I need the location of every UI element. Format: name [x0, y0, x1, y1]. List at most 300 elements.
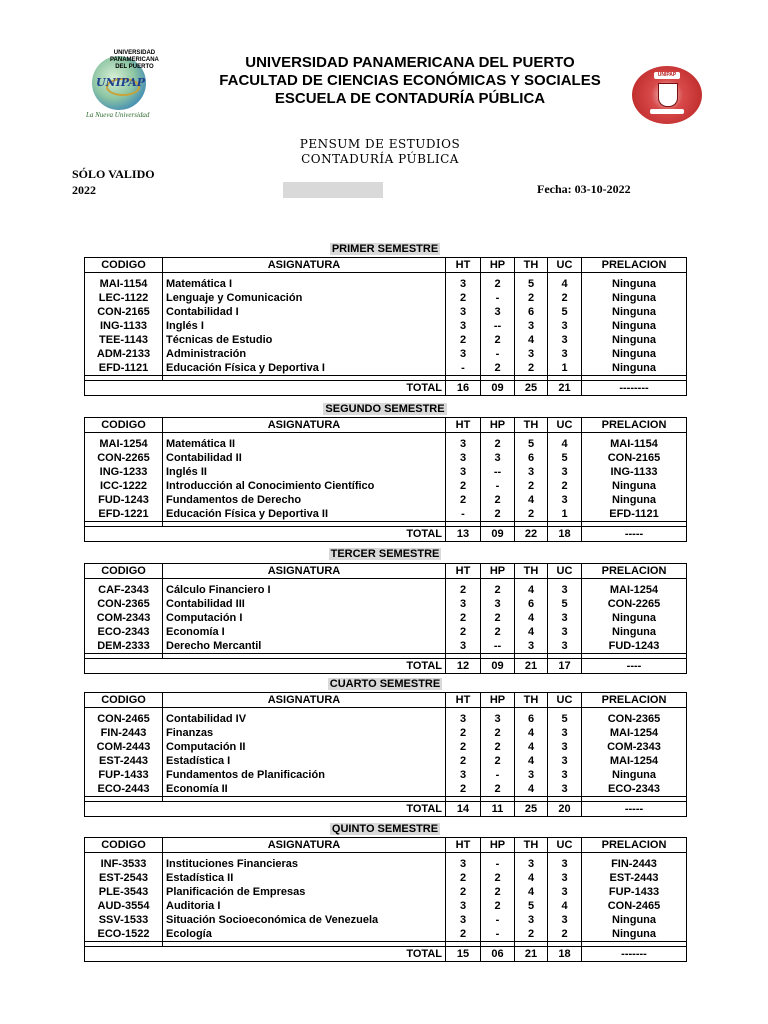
table-cell: EFD-1121: [85, 361, 163, 376]
table-cell: Ninguna: [582, 479, 687, 493]
table-cell: 3: [548, 768, 582, 782]
table-cell: 1: [548, 361, 582, 376]
table-cell: 3: [446, 305, 481, 319]
table-cell: Ninguna: [582, 361, 687, 376]
table-cell: -: [481, 291, 515, 305]
university-name: UNIVERSIDAD PANAMERICANA DEL PUERTO: [245, 54, 575, 71]
table-cell: Ninguna: [582, 347, 687, 361]
column-header: TH: [515, 838, 548, 853]
table-cell: 3: [481, 712, 515, 726]
table-cell: 3: [446, 465, 481, 479]
table-cell: Técnicas de Estudio: [163, 333, 446, 347]
column-header: HT: [446, 258, 481, 273]
table-cell: MAI-1254: [85, 437, 163, 451]
table-cell: 3: [548, 857, 582, 871]
semester-title: [84, 678, 686, 691]
table-cell: MAI-1154: [85, 277, 163, 291]
table-cell: 4: [515, 740, 548, 754]
table-cell: Auditoria I: [163, 899, 446, 913]
table-cell: FIN-2443: [85, 726, 163, 740]
semester-title-text: TERCER SEMESTRE: [330, 548, 440, 560]
table-cell: CON-2265: [85, 451, 163, 465]
total-label: TOTAL: [85, 381, 446, 396]
table-cell: -: [481, 768, 515, 782]
column-header: HP: [481, 418, 515, 433]
table-cell: 3: [548, 913, 582, 927]
table-cell: ECO-2443: [85, 782, 163, 797]
table-cell: 2: [548, 291, 582, 305]
table-cell: 2: [446, 885, 481, 899]
table-cell: Estadística II: [163, 871, 446, 885]
table-cell: SSV-1533: [85, 913, 163, 927]
table-cell: 4: [515, 871, 548, 885]
pensum-title-line-1: PENSUM DE ESTUDIOS: [299, 137, 461, 151]
total-cell: 09: [481, 381, 515, 396]
column-header: PRELACION: [582, 838, 687, 853]
table-cell: -: [481, 857, 515, 871]
university-logo-left: [86, 50, 166, 122]
table-row: [85, 857, 687, 871]
table-cell: MAI-1254: [582, 583, 687, 597]
table-cell: 2: [446, 927, 481, 942]
table-cell: TEE-1143: [85, 333, 163, 347]
column-header: PRELACION: [582, 258, 687, 273]
column-header: HT: [446, 838, 481, 853]
column-header: UC: [548, 258, 582, 273]
table-cell: 4: [515, 625, 548, 639]
column-header: HT: [446, 564, 481, 579]
column-header: ASIGNATURA: [163, 838, 446, 853]
table-cell: 2: [481, 740, 515, 754]
table-row: [85, 291, 687, 305]
table-cell: --: [481, 319, 515, 333]
table-cell: -: [446, 361, 481, 376]
university-seal-right: [632, 66, 702, 124]
table-cell: 3: [548, 319, 582, 333]
table-cell: 2: [446, 611, 481, 625]
redacted-field: [283, 182, 383, 198]
table-cell: -: [481, 347, 515, 361]
total-row: [85, 947, 687, 962]
document-date: Fecha: 03-10-2022: [537, 182, 631, 196]
table-cell: Contabilidad I: [163, 305, 446, 319]
total-cell: 25: [515, 381, 548, 396]
table-cell: 3: [515, 319, 548, 333]
total-cell: 15: [446, 947, 481, 962]
table-cell: 2: [515, 507, 548, 522]
shield-icon: [658, 83, 678, 107]
table-cell: 2: [446, 625, 481, 639]
table-cell: 2: [481, 726, 515, 740]
total-cell: 11: [481, 802, 515, 817]
table-cell: FIN-2443: [582, 857, 687, 871]
total-row: [85, 802, 687, 817]
seal-base-icon: [650, 109, 684, 114]
table-cell: 2: [481, 493, 515, 507]
table-cell: 3: [515, 913, 548, 927]
table-header-row: [85, 418, 687, 433]
table-cell: Lenguaje y Comunicación: [163, 291, 446, 305]
table-cell: 3: [515, 639, 548, 654]
column-header: HT: [446, 418, 481, 433]
semester-table: [84, 417, 687, 542]
table-cell: 3: [515, 347, 548, 361]
table-cell: 6: [515, 712, 548, 726]
table-cell: 2: [515, 927, 548, 942]
table-cell: 3: [548, 885, 582, 899]
semester-title: [84, 403, 686, 416]
semester-title-text: PRIMER SEMESTRE: [331, 243, 439, 255]
validity-note: [72, 166, 155, 198]
table-cell: Matemática I: [163, 277, 446, 291]
total-cell: 14: [446, 802, 481, 817]
table-cell: AUD-3554: [85, 899, 163, 913]
logo-word: UNIPAP: [96, 76, 146, 89]
table-cell: Ninguna: [582, 291, 687, 305]
total-cell: 20: [548, 802, 582, 817]
table-cell: 3: [548, 740, 582, 754]
table-cell: Cálculo Financiero I: [163, 583, 446, 597]
total-cell: 09: [481, 659, 515, 674]
total-label: TOTAL: [85, 947, 446, 962]
semester-table: [84, 837, 687, 962]
table-cell: 4: [515, 754, 548, 768]
table-cell: CON-2165: [582, 451, 687, 465]
total-cell: 21: [515, 947, 548, 962]
column-header: UC: [548, 418, 582, 433]
table-row: [85, 507, 687, 522]
table-header-row: [85, 258, 687, 273]
table-cell: CON-2365: [85, 597, 163, 611]
table-cell: 2: [481, 899, 515, 913]
table-cell: Derecho Mercantil: [163, 639, 446, 654]
table-header-row: [85, 693, 687, 708]
table-cell: 2: [446, 754, 481, 768]
table-cell: EFD-1221: [85, 507, 163, 522]
table-cell: Inglés I: [163, 319, 446, 333]
table-row: [85, 437, 687, 451]
table-cell: Ninguna: [582, 319, 687, 333]
column-header: TH: [515, 258, 548, 273]
validity-year: 2022: [72, 183, 96, 197]
semester-title: [84, 548, 686, 561]
table-cell: COM-2343: [85, 611, 163, 625]
table-cell: PLE-3543: [85, 885, 163, 899]
table-row: [85, 479, 687, 493]
table-cell: 3: [446, 277, 481, 291]
column-header: UC: [548, 838, 582, 853]
pensum-title: [230, 137, 530, 167]
table-cell: -: [481, 479, 515, 493]
table-cell: Computación I: [163, 611, 446, 625]
column-header: CODIGO: [85, 418, 163, 433]
total-cell: 17: [548, 659, 582, 674]
table-cell: CON-2265: [582, 597, 687, 611]
table-cell: 2: [481, 885, 515, 899]
table-cell: 2: [446, 583, 481, 597]
table-cell: -: [446, 507, 481, 522]
faculty-name: FACULTAD DE CIENCIAS ECONÓMICAS Y SOCIALES: [219, 72, 601, 89]
semester-title: [84, 243, 686, 256]
table-cell: 2: [446, 871, 481, 885]
total-cell: -------: [582, 947, 687, 962]
table-cell: 2: [481, 611, 515, 625]
table-cell: MAI-1254: [582, 754, 687, 768]
table-cell: 3: [548, 465, 582, 479]
table-cell: Ninguna: [582, 333, 687, 347]
logo-title-line-2: PANAMERICANA: [110, 57, 159, 63]
total-cell: 18: [548, 947, 582, 962]
table-cell: Contabilidad III: [163, 597, 446, 611]
column-header: CODIGO: [85, 838, 163, 853]
table-cell: 3: [481, 597, 515, 611]
table-row: [85, 740, 687, 754]
table-cell: 5: [548, 305, 582, 319]
table-cell: FUP-1433: [85, 768, 163, 782]
table-cell: 3: [548, 583, 582, 597]
table-cell: 2: [446, 333, 481, 347]
table-cell: CAF-2343: [85, 583, 163, 597]
table-cell: 2: [515, 361, 548, 376]
table-cell: 3: [446, 347, 481, 361]
table-cell: Ecología: [163, 927, 446, 942]
table-row: [85, 465, 687, 479]
total-cell: 06: [481, 947, 515, 962]
table-cell: ECO-2343: [582, 782, 687, 797]
table-cell: 3: [548, 347, 582, 361]
table-cell: 3: [446, 639, 481, 654]
column-header: PRELACION: [582, 693, 687, 708]
logo-title-line-1: UNIVERSIDAD: [113, 50, 156, 56]
table-cell: ING-1233: [85, 465, 163, 479]
total-cell: 13: [446, 527, 481, 542]
table-cell: Ninguna: [582, 625, 687, 639]
table-cell: 4: [515, 885, 548, 899]
table-cell: Inglés II: [163, 465, 446, 479]
table-cell: 3: [515, 465, 548, 479]
table-cell: -: [481, 927, 515, 942]
total-cell: 12: [446, 659, 481, 674]
table-row: [85, 333, 687, 347]
total-cell: 21: [515, 659, 548, 674]
table-cell: 5: [515, 437, 548, 451]
table-cell: Educación Física y Deportiva II: [163, 507, 446, 522]
table-row: [85, 782, 687, 797]
table-cell: Situación Socioeconómica de Venezuela: [163, 913, 446, 927]
document-header: [180, 54, 640, 108]
table-row: [85, 625, 687, 639]
table-cell: 6: [515, 451, 548, 465]
table-cell: Introducción al Conocimiento Científico: [163, 479, 446, 493]
column-header: PRELACION: [582, 418, 687, 433]
table-row: [85, 712, 687, 726]
table-cell: 3: [548, 493, 582, 507]
column-header: TH: [515, 564, 548, 579]
total-cell: 22: [515, 527, 548, 542]
table-row: [85, 639, 687, 654]
table-cell: CON-2465: [85, 712, 163, 726]
table-cell: 2: [446, 479, 481, 493]
table-cell: 4: [548, 437, 582, 451]
table-cell: 4: [515, 611, 548, 625]
table-cell: EFD-1121: [582, 507, 687, 522]
table-cell: 2: [481, 361, 515, 376]
table-cell: DEM-2333: [85, 639, 163, 654]
table-cell: ECO-2343: [85, 625, 163, 639]
table-cell: Economía II: [163, 782, 446, 797]
table-cell: Computación II: [163, 740, 446, 754]
table-cell: EST-2543: [85, 871, 163, 885]
table-cell: Fundamentos de Planificación: [163, 768, 446, 782]
column-header: ASIGNATURA: [163, 564, 446, 579]
table-cell: 2: [515, 291, 548, 305]
table-cell: 2: [515, 479, 548, 493]
column-header: HP: [481, 258, 515, 273]
table-cell: ING-1133: [582, 465, 687, 479]
table-cell: 2: [481, 277, 515, 291]
table-cell: 3: [548, 639, 582, 654]
total-cell: 16: [446, 381, 481, 396]
table-row: [85, 319, 687, 333]
table-cell: FUD-1243: [582, 639, 687, 654]
table-cell: ICC-1222: [85, 479, 163, 493]
table-cell: 2: [481, 583, 515, 597]
total-cell: 18: [548, 527, 582, 542]
table-cell: Fundamentos de Derecho: [163, 493, 446, 507]
seal-band: UNIPAP: [654, 72, 680, 79]
table-cell: 3: [548, 611, 582, 625]
table-row: [85, 927, 687, 942]
table-cell: 4: [515, 333, 548, 347]
semester-table: [84, 563, 687, 674]
table-cell: 3: [446, 319, 481, 333]
pensum-title-line-2: CONTADURÍA PÚBLICA: [301, 152, 459, 166]
table-cell: 3: [548, 333, 582, 347]
logo-title: [110, 50, 159, 71]
table-cell: CON-2165: [85, 305, 163, 319]
table-cell: 2: [446, 291, 481, 305]
table-cell: 3: [446, 768, 481, 782]
total-cell: 09: [481, 527, 515, 542]
table-row: [85, 305, 687, 319]
table-cell: 2: [481, 625, 515, 639]
table-row: [85, 899, 687, 913]
table-cell: 2: [481, 754, 515, 768]
table-row: [85, 754, 687, 768]
table-cell: 3: [515, 768, 548, 782]
total-cell: 21: [548, 381, 582, 396]
table-cell: Economía I: [163, 625, 446, 639]
table-row: [85, 583, 687, 597]
table-cell: 2: [481, 333, 515, 347]
table-cell: 2: [446, 782, 481, 797]
table-row: [85, 871, 687, 885]
table-cell: --: [481, 639, 515, 654]
table-cell: 2: [481, 507, 515, 522]
table-cell: MAI-1154: [582, 437, 687, 451]
table-cell: Ninguna: [582, 913, 687, 927]
semester-title-text: CUARTO SEMESTRE: [329, 678, 441, 690]
table-cell: LEC-1122: [85, 291, 163, 305]
table-cell: 2: [481, 871, 515, 885]
total-row: [85, 527, 687, 542]
column-header: HP: [481, 564, 515, 579]
table-cell: Estadística I: [163, 754, 446, 768]
total-cell: 25: [515, 802, 548, 817]
table-cell: 1: [548, 507, 582, 522]
column-header: UC: [548, 564, 582, 579]
table-cell: Administración: [163, 347, 446, 361]
column-header: CODIGO: [85, 693, 163, 708]
column-header: CODIGO: [85, 258, 163, 273]
table-cell: EST-2443: [85, 754, 163, 768]
table-cell: Ninguna: [582, 493, 687, 507]
column-header: TH: [515, 418, 548, 433]
total-cell: -----: [582, 527, 687, 542]
table-row: [85, 451, 687, 465]
logo-title-line-3: DEL PUERTO: [115, 64, 154, 70]
table-cell: Ninguna: [582, 611, 687, 625]
table-cell: 4: [515, 726, 548, 740]
table-cell: 4: [548, 899, 582, 913]
table-cell: 6: [515, 305, 548, 319]
table-cell: Educación Física y Deportiva I: [163, 361, 446, 376]
table-cell: Ninguna: [582, 277, 687, 291]
column-header: CODIGO: [85, 564, 163, 579]
table-cell: 3: [446, 857, 481, 871]
table-cell: 4: [515, 583, 548, 597]
table-cell: 5: [515, 277, 548, 291]
table-cell: 2: [548, 479, 582, 493]
table-cell: 3: [548, 726, 582, 740]
table-cell: CON-2365: [582, 712, 687, 726]
table-cell: 5: [548, 597, 582, 611]
table-cell: ING-1133: [85, 319, 163, 333]
table-cell: EST-2443: [582, 871, 687, 885]
table-cell: 3: [515, 857, 548, 871]
table-row: [85, 726, 687, 740]
table-cell: 2: [481, 437, 515, 451]
table-cell: 3: [548, 625, 582, 639]
table-cell: Ninguna: [582, 927, 687, 942]
table-cell: 3: [481, 305, 515, 319]
table-cell: CON-2465: [582, 899, 687, 913]
column-header: ASIGNATURA: [163, 693, 446, 708]
table-cell: -: [481, 913, 515, 927]
table-cell: 5: [548, 712, 582, 726]
table-cell: 3: [446, 437, 481, 451]
total-cell: ----: [582, 659, 687, 674]
table-cell: 4: [548, 277, 582, 291]
validity-label: SÓLO VALIDO: [72, 167, 155, 181]
table-cell: 3: [446, 712, 481, 726]
column-header: HP: [481, 693, 515, 708]
column-header: TH: [515, 693, 548, 708]
total-row: [85, 381, 687, 396]
table-cell: FUP-1433: [582, 885, 687, 899]
table-cell: 2: [481, 782, 515, 797]
table-cell: 2: [446, 726, 481, 740]
table-row: [85, 493, 687, 507]
column-header: HP: [481, 838, 515, 853]
table-cell: 3: [548, 782, 582, 797]
semester-title-text: SEGUNDO SEMESTRE: [325, 403, 445, 415]
table-cell: INF-3533: [85, 857, 163, 871]
table-cell: ADM-2133: [85, 347, 163, 361]
table-row: [85, 277, 687, 291]
table-cell: Ninguna: [582, 305, 687, 319]
table-cell: --: [481, 465, 515, 479]
